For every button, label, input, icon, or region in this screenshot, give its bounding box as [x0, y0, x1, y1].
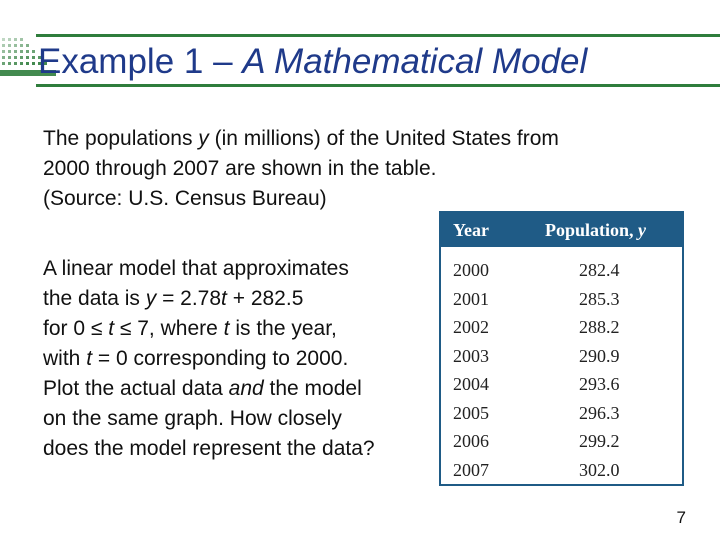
- model-paragraph: [43, 254, 433, 464]
- title-rule-top: [36, 34, 720, 37]
- cell-population: 288.2: [579, 317, 620, 337]
- variable-y: y: [198, 127, 209, 150]
- variable-t: t: [86, 347, 93, 370]
- model-line-5: [43, 374, 433, 404]
- table-body: [441, 258, 682, 486]
- variable-t: t: [108, 317, 115, 340]
- table-row: [441, 372, 682, 401]
- model-line-3: [43, 314, 433, 344]
- table-row: [441, 315, 682, 344]
- title-italic: A Mathematical Model: [242, 42, 588, 81]
- table-header: [441, 213, 682, 247]
- variable-t: t: [221, 287, 227, 310]
- model-line-7: does the model represent the data?: [43, 437, 375, 460]
- text-run: with: [43, 347, 87, 370]
- header-year: Year: [453, 220, 489, 240]
- population-table: [439, 211, 684, 486]
- variable-y: y: [145, 287, 157, 310]
- table-row: [441, 401, 682, 430]
- text-run: (in millions) of the United States from: [208, 127, 559, 150]
- cell-year: 2007: [453, 459, 489, 480]
- header-population: [545, 220, 646, 241]
- table-row: [441, 429, 682, 458]
- model-line-2: [43, 284, 433, 314]
- variable-t: t: [223, 317, 230, 340]
- intro-line-2: 2000 through 2007 are shown in the table.: [43, 157, 437, 180]
- text-run: Plot the actual data: [43, 377, 229, 400]
- text-run: = 2.78: [156, 287, 222, 310]
- title-rule-bottom: [36, 84, 720, 87]
- intro-line-3: (Source: U.S. Census Bureau): [43, 187, 327, 210]
- model-line-4: [43, 344, 433, 374]
- cell-population: 293.6: [579, 374, 620, 394]
- model-line-1: A linear model that approximates: [43, 257, 349, 280]
- model-line-6: on the same graph. How closely: [43, 407, 342, 430]
- text-run: = 0 corresponding to 2000.: [92, 347, 349, 370]
- variable-y: y: [638, 220, 647, 240]
- cell-year: 2004: [453, 374, 489, 394]
- cell-year: 2000: [453, 260, 489, 280]
- cell-population: 296.3: [579, 402, 620, 423]
- text-run: Population,: [545, 220, 639, 240]
- table-row: [441, 258, 682, 287]
- cell-population: 290.9: [579, 345, 620, 366]
- page-number: 7: [676, 508, 686, 527]
- cell-population: 282.4: [579, 260, 620, 280]
- text-run: the data is: [43, 287, 146, 310]
- intro-line-1: [43, 124, 663, 154]
- text-run: ≤ 7, where: [114, 317, 224, 340]
- cell-year: 2003: [453, 345, 489, 366]
- text-run: + 282.5: [226, 287, 304, 310]
- intro-paragraph: [43, 124, 663, 214]
- text-run: The populations: [43, 127, 199, 150]
- cell-year: 2006: [453, 431, 489, 451]
- cell-population: 302.0: [579, 459, 620, 480]
- emphasis-and: and: [228, 377, 264, 400]
- cell-year: 2002: [453, 317, 489, 337]
- cell-population: 285.3: [579, 288, 620, 309]
- title-plain: Example 1 –: [38, 42, 243, 81]
- text-run: the model: [263, 377, 362, 400]
- text-run: is the year,: [229, 317, 337, 340]
- table-row: [441, 344, 682, 373]
- table-row: [441, 458, 682, 487]
- table-row: [441, 287, 682, 316]
- slide-title: [38, 40, 587, 84]
- cell-year: 2005: [453, 402, 489, 423]
- cell-population: 299.2: [579, 431, 620, 451]
- text-run: for 0 ≤: [43, 317, 109, 340]
- cell-year: 2001: [453, 288, 489, 309]
